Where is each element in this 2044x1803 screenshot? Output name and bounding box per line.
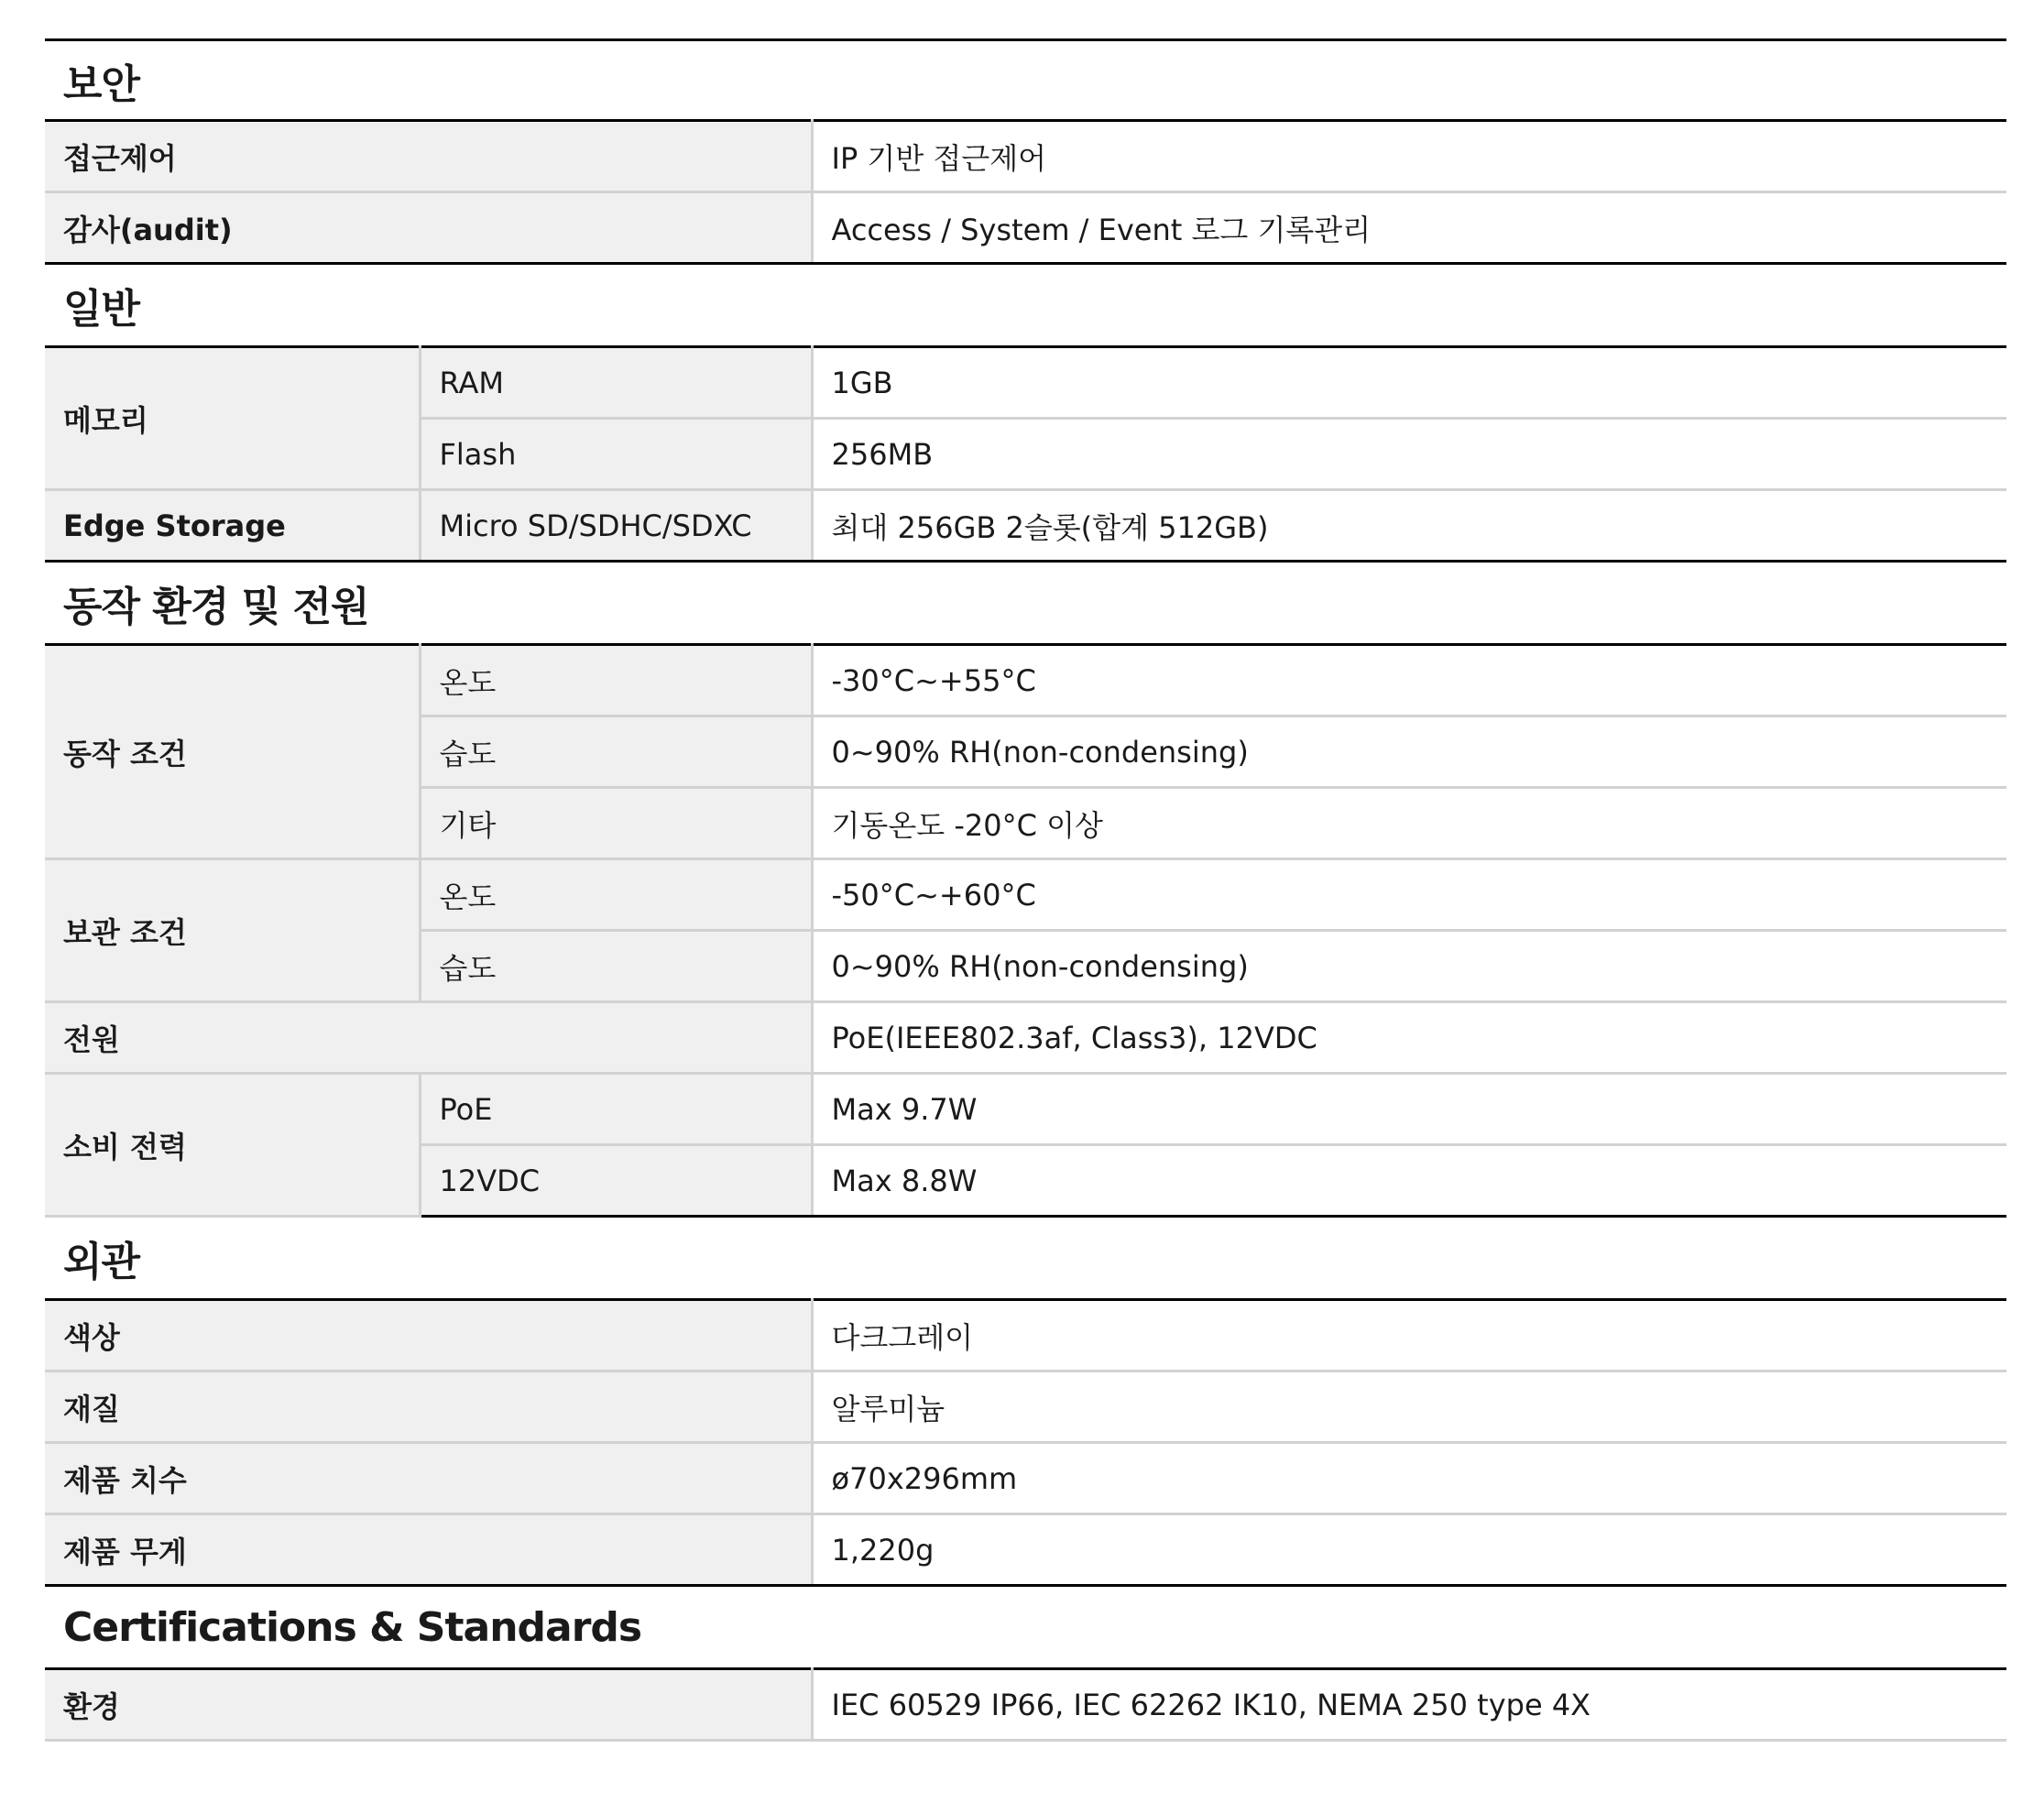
table-row [45,490,2006,562]
table-row [45,1300,2006,1371]
row-label: 환경 [45,1669,812,1741]
table-row [45,1002,2006,1074]
spec-table [45,345,2006,563]
row-value: 알루미늄 [812,1371,2006,1443]
row-value: -50°C~+60°C [812,859,2006,931]
table-row [45,1443,2006,1514]
row-label: 감사(audit) [45,192,812,264]
table-row [45,645,2006,716]
row-value: 최대 256GB 2슬롯(합계 512GB) [812,490,2006,562]
row-label: 소비 전력 [45,1074,420,1217]
section-title: Certifications & Standards [63,1603,642,1651]
table-row [45,1074,2006,1145]
spec-table [45,1667,2006,1742]
row-value: PoE(IEEE802.3af, Class3), 12VDC [812,1002,2006,1074]
table-row [45,1514,2006,1586]
row-sublabel: 습도 [420,716,812,788]
row-label: Edge Storage [45,490,420,562]
table-row [45,1669,2006,1741]
row-label: 보관 조건 [45,859,420,1002]
table-row [45,121,2006,192]
row-value: 256MB [812,419,2006,490]
table-row [45,192,2006,264]
table-row [45,1371,2006,1443]
row-label: 재질 [45,1371,812,1443]
row-value: 1GB [812,347,2006,419]
table-row [45,347,2006,419]
row-sublabel: 기타 [420,788,812,859]
section-title: 외관 [63,1239,140,1285]
section-title: 일반 [63,286,140,333]
row-value: -30°C~+55°C [812,645,2006,716]
row-label: 메모리 [45,347,420,490]
row-value: 기동온도 -20°C 이상 [812,788,2006,859]
table-row [45,859,2006,931]
row-label: 제품 치수 [45,1443,812,1514]
row-value: 1,220g [812,1514,2006,1586]
row-value: 0~90% RH(non-condensing) [812,931,2006,1002]
row-sublabel: PoE [420,1074,812,1145]
row-label: 동작 조건 [45,645,420,859]
spec-table [45,1298,2006,1587]
row-sublabel: 온도 [420,645,812,716]
spec-table [45,119,2006,265]
row-label: 색상 [45,1300,812,1371]
row-sublabel: Micro SD/SDHC/SDXC [420,490,812,562]
row-value: IEC 60529 IP66, IEC 62262 IK10, NEMA 250 type 4X [812,1669,2006,1741]
spec-sheet [45,38,2006,1742]
row-label: 접근제어 [45,121,812,192]
row-sublabel: Flash [420,419,812,490]
spec-table [45,643,2006,1218]
row-sublabel: RAM [420,347,812,419]
row-sublabel: 온도 [420,859,812,931]
row-value: Max 9.7W [812,1074,2006,1145]
row-value: IP 기반 접근제어 [812,121,2006,192]
row-label: 전원 [45,1002,812,1074]
section-title: 보안 [45,38,2006,119]
row-sublabel: 12VDC [420,1145,812,1217]
row-value: Access / System / Event 로그 기록관리 [812,192,2006,264]
row-value: ø70x296mm [812,1443,2006,1514]
row-label: 제품 무게 [45,1514,812,1586]
section-title: 동작 환경 및 전원 [63,584,369,630]
row-value: Max 8.8W [812,1145,2006,1217]
row-sublabel: 습도 [420,931,812,1002]
row-value: 다크그레이 [812,1300,2006,1371]
row-value: 0~90% RH(non-condensing) [812,716,2006,788]
